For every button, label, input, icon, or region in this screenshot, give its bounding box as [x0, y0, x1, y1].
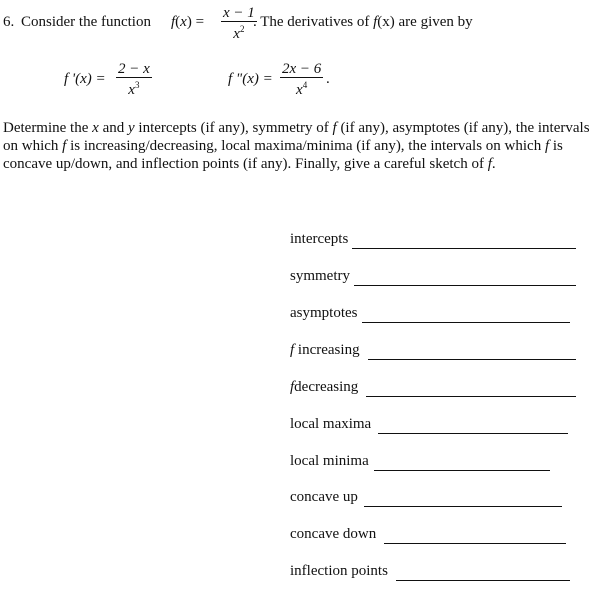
answer-increasing — [290, 342, 360, 362]
function-fraction — [221, 6, 257, 42]
answer-label-decreasing: decreasing — [294, 379, 359, 395]
answer-line-concave-up[interactable] — [364, 506, 562, 507]
answer-label-symmetry: symmetry — [290, 268, 350, 284]
answer-line-intercepts[interactable] — [352, 248, 576, 249]
answer-line-concave-down[interactable] — [384, 543, 566, 544]
answer-inflection-points — [290, 563, 388, 583]
first-derivative-denominator: $x^3$ — [116, 77, 152, 98]
answer-asymptotes — [290, 305, 358, 325]
first-derivative-fraction — [116, 62, 152, 98]
function-denominator: $x^2$ — [221, 21, 257, 42]
first-derivative-numerator: 2 − x — [118, 61, 150, 77]
answer-line-local-maxima[interactable] — [378, 433, 568, 434]
second-derivative-label: f "(x) = — [228, 71, 273, 87]
answer-label-local-minima: local minima — [290, 453, 369, 469]
function-name: f — [171, 14, 176, 30]
second-derivative-denominator: $x^4$ — [280, 77, 323, 98]
answer-label-inflection-points: inflection points — [290, 563, 388, 579]
answer-label-asymptotes: asymptotes — [290, 305, 358, 321]
answer-local-maxima — [290, 416, 371, 436]
second-derivative-fraction — [280, 62, 323, 98]
answer-label-intercepts: intercepts — [290, 231, 349, 247]
function-numerator: x − 1 — [223, 5, 255, 21]
answer-line-decreasing[interactable] — [366, 396, 576, 397]
second-derivative-numerator: 2x − 6 — [282, 61, 322, 77]
derivatives-intro: . The derivatives of f(x) are given by — [253, 14, 473, 30]
problem-intro: Consider the function — [21, 14, 151, 30]
first-derivative-label: f '(x) = — [64, 71, 106, 87]
answer-label-concave-down: concave down — [290, 526, 377, 542]
answer-label-increasing: increasing — [294, 342, 360, 358]
answer-line-inflection-points[interactable] — [396, 580, 570, 581]
answer-concave-up — [290, 489, 358, 509]
instructions-paragraph: Determine the x and y intercepts (if any), symmetry of f (if any), asymptotes (if any), the intervals on which f is increasing/decreasing, local maxima/minima (if any), the intervals on which f is concave up/down, and inflection points (if any). Finally, give a careful sketch of f. — [3, 120, 590, 172]
function-variable: x — [180, 14, 187, 30]
answer-line-local-minima[interactable] — [374, 470, 550, 471]
second-derivative-period: . — [326, 71, 330, 87]
answer-label-local-maxima: local maxima — [290, 416, 372, 432]
answer-concave-down — [290, 526, 376, 546]
answer-line-asymptotes[interactable] — [362, 322, 570, 323]
answer-intercepts — [290, 231, 348, 251]
answer-symmetry — [290, 268, 350, 288]
function-definition: f(x) = — [171, 14, 205, 30]
answer-local-minima — [290, 453, 369, 473]
answer-f-increasing: f — [290, 342, 295, 358]
answer-label-concave-up: concave up — [290, 489, 358, 505]
answer-line-symmetry[interactable] — [354, 285, 576, 286]
answer-f-decreasing: f — [290, 379, 295, 395]
answer-decreasing — [290, 379, 358, 399]
answer-line-increasing[interactable] — [368, 359, 576, 360]
problem-number: 6. — [3, 14, 15, 30]
